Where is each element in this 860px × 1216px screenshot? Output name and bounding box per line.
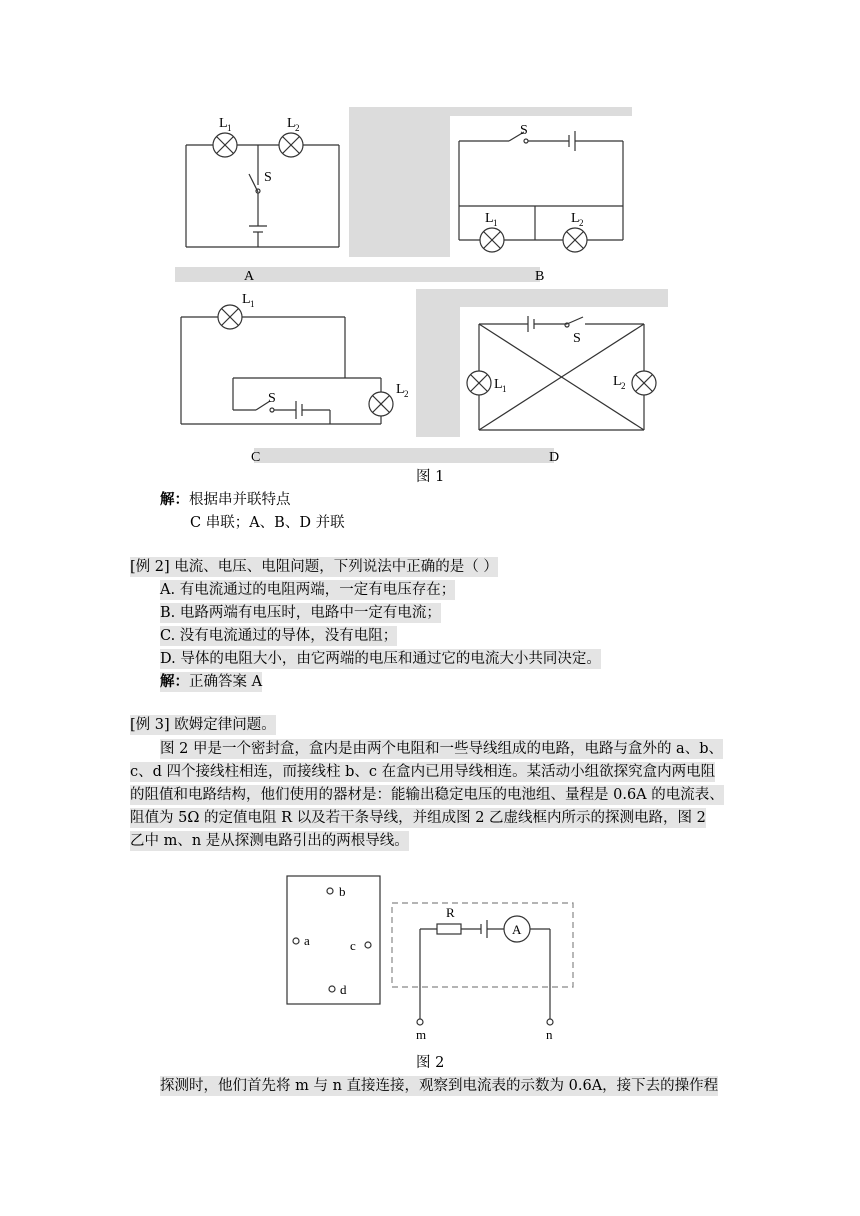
example-3-paragraph-line: c、d 四个接线柱相连，而接线柱 b、c 在盒内已用导线相连。某活动小组欲探究盒内两电阻 xyxy=(130,764,716,780)
label-l2: L xyxy=(287,116,296,131)
circuit-label: B xyxy=(535,269,545,284)
closing-paragraph-line: 探测时，他们首先将 m 与 n 直接连接，观察到电流表的示数为 0.6A，接下去的操作程 xyxy=(160,1078,719,1094)
example-2-option-d: D. 导体的电阻大小，由它两端的电压和通过它的电流大小共同决定。 xyxy=(160,651,601,667)
figure-2-diagram xyxy=(0,870,860,1070)
label-l1: L xyxy=(242,292,251,307)
label-s: S xyxy=(520,123,528,138)
terminal-b xyxy=(327,888,333,894)
subscript: 2 xyxy=(621,381,626,391)
figure-2-caption: 图 2 xyxy=(416,1055,445,1071)
circuit-b xyxy=(459,123,623,284)
sealed-box xyxy=(287,876,380,1004)
solution-1-line-2: C 串联；A、B、D 并联 xyxy=(190,515,345,531)
subscript: 2 xyxy=(404,389,409,399)
label-s: S xyxy=(264,170,272,185)
battery-icon xyxy=(569,131,575,151)
subscript: 2 xyxy=(295,123,300,133)
label-n: n xyxy=(546,1027,553,1042)
battery-icon xyxy=(296,401,302,419)
lamp-icon xyxy=(369,392,393,416)
figure-1-caption: 图 1 xyxy=(416,469,445,485)
lamp-icon xyxy=(213,133,237,157)
label-l1: L xyxy=(485,211,494,226)
label-l1: L xyxy=(219,116,228,131)
terminal-d xyxy=(329,986,335,992)
lamp-icon xyxy=(563,228,587,252)
label-l2: L xyxy=(396,382,405,397)
circuit-d xyxy=(467,316,656,465)
label-r: R xyxy=(446,905,455,920)
label-b: b xyxy=(339,884,346,899)
label-a: a xyxy=(304,933,310,948)
figure-1-circuits xyxy=(0,0,860,470)
label-c: c xyxy=(350,938,356,953)
example-2-option-a: A. 有电流通过的电阻两端，一定有电压存在； xyxy=(160,582,456,598)
subscript: 1 xyxy=(227,123,232,133)
label-m: m xyxy=(416,1027,427,1042)
example-2-option-b: B. 电路两端有电压时，电路中一定有电流； xyxy=(160,605,441,621)
battery-icon xyxy=(528,316,534,332)
solution-label: 解： xyxy=(160,673,189,690)
switch-icon xyxy=(565,317,583,327)
example-3-paragraph-line: 阻值为 5Ω 的定值电阻 R 以及若干条导线，并组成图 2 乙虚线框内所示的探测电路，图 2 xyxy=(130,810,706,826)
lead-m-end xyxy=(417,1019,423,1025)
circuit-label: A xyxy=(244,269,255,284)
circuit-c xyxy=(181,292,409,465)
example-3-paragraph-line: 乙中 m、n 是从探测电路引出的两根导线。 xyxy=(130,833,409,849)
circuit-label: D xyxy=(549,450,560,465)
subscript: 1 xyxy=(493,218,498,228)
solution-label: 解： xyxy=(160,491,189,508)
example-3-paragraph-line: 的阻值和电路结构，他们使用的器材是：能输出稳定电压的电池组、量程是 0.6A 的电流表、 xyxy=(130,787,724,803)
lead-n-end xyxy=(547,1019,553,1025)
dashed-frame xyxy=(392,903,573,987)
solution-text: 正确答案 A xyxy=(189,674,263,690)
lamp-icon xyxy=(480,228,504,252)
label-d: d xyxy=(340,982,347,997)
lamp-icon xyxy=(632,371,656,395)
solution-text: 根据串并联特点 xyxy=(189,492,291,508)
example-3-title: [例 3] 欧姆定律问题。 xyxy=(130,717,276,733)
battery-icon xyxy=(249,226,267,232)
solution-1-line-1 xyxy=(160,490,291,510)
subscript: 2 xyxy=(579,218,584,228)
battery-icon xyxy=(481,920,487,938)
label-l2: L xyxy=(571,211,580,226)
example-2-option-c: C. 没有电流通过的导体，没有电阻； xyxy=(160,628,398,644)
label-ammeter: A xyxy=(512,922,522,937)
probe-circuit xyxy=(392,903,573,1042)
terminal-c xyxy=(365,942,371,948)
lamp-icon xyxy=(218,305,242,329)
lamp-icon xyxy=(279,133,303,157)
circuit-a xyxy=(186,116,339,284)
label-l1: L xyxy=(494,377,503,392)
example-3-paragraph-line: 图 2 甲是一个密封盒，盒内是由两个电阻和一些导线组成的电路，电路与盒外的 a、b、 xyxy=(160,741,723,757)
resistor-icon xyxy=(437,924,461,934)
example-2-solution xyxy=(160,672,262,692)
label-s: S xyxy=(573,331,581,346)
terminal-a xyxy=(293,938,299,944)
label-l2: L xyxy=(613,374,622,389)
label-s: S xyxy=(268,391,276,406)
subscript: 1 xyxy=(502,384,507,394)
lamp-icon xyxy=(467,371,491,395)
circuit-label: C xyxy=(251,450,261,465)
subscript: 1 xyxy=(250,299,255,309)
example-2-title: [例 2] 电流、电压、电阻问题，下列说法中正确的是（ ） xyxy=(130,559,498,575)
